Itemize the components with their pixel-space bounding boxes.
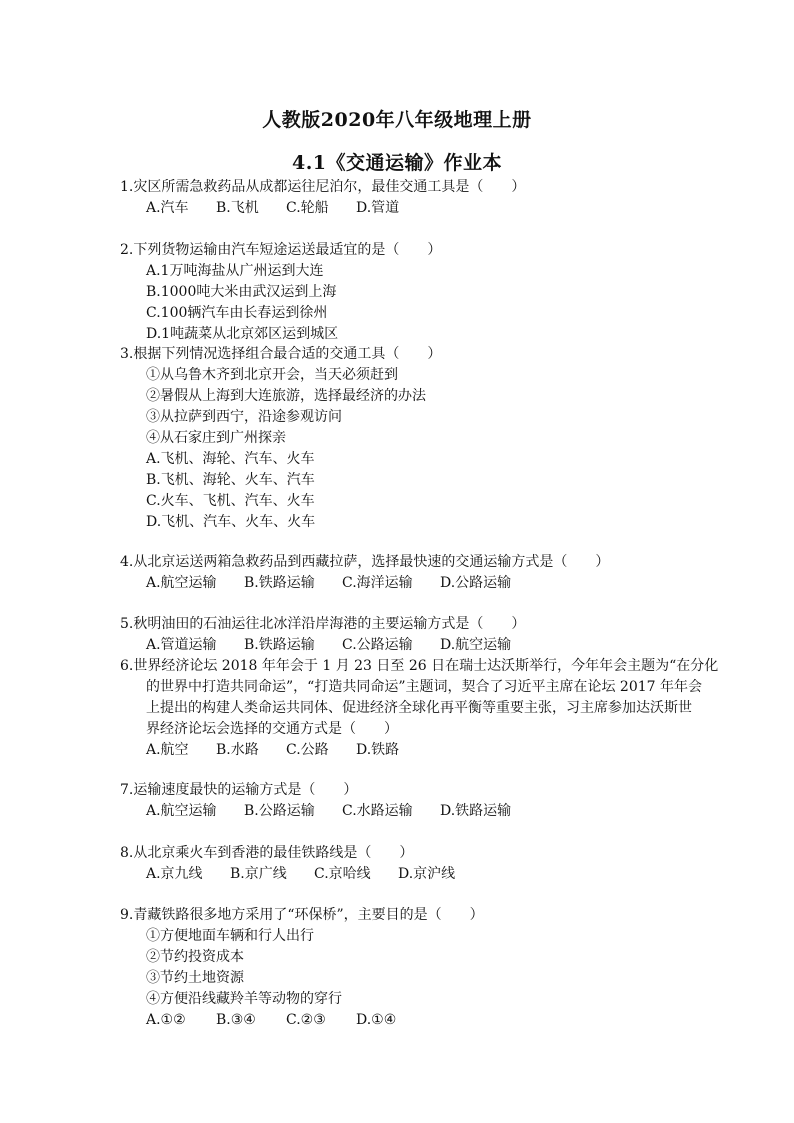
question-3 (120, 344, 720, 533)
question-stem: 9.青藏铁路很多地方采用了“环保桥”，主要目的是（ ） (120, 907, 484, 923)
option-c: C.海洋运输 (342, 575, 413, 591)
question-5 (120, 614, 720, 656)
option-b: B.③④ (216, 1012, 256, 1028)
statement-2: ②节约投资成本 (146, 949, 244, 965)
option-d: D.航空运输 (440, 637, 512, 653)
stem-line: 界经济论坛会选择的交通方式是（ ） (146, 721, 398, 737)
option-c: C.100辆汽车由长春运到徐州 (146, 305, 328, 321)
option-b: B.公路运输 (244, 803, 315, 819)
option-d: D.铁路运输 (440, 803, 512, 819)
question-4 (120, 552, 720, 594)
options-row (120, 740, 740, 761)
statement-3: ③从拉萨到西宁，沿途参观访问 (146, 409, 342, 425)
statement-1: ①方便地面车辆和行人出行 (146, 928, 314, 944)
options-row (120, 635, 720, 656)
option-b: B.铁路运输 (244, 637, 315, 653)
question-6 (120, 656, 740, 761)
option-c: C.轮船 (286, 200, 329, 216)
stem-line: 6.世界经济论坛 2018 年年会于 1 月 23 日至 26 日在瑞士达沃斯举行，今年年会主题为“在分化 (120, 658, 719, 674)
option-c: C.公路运输 (342, 637, 413, 653)
option-d: D.飞机、汽车、火车、火车 (146, 514, 316, 530)
statement-4: ④方便沿线藏羚羊等动物的穿行 (146, 991, 342, 1007)
option-a: A.管道运输 (146, 637, 217, 653)
option-a: A.航空 (146, 742, 189, 758)
option-d: D.铁路 (356, 742, 400, 758)
option-b: B.水路 (216, 742, 259, 758)
option-a: A.航空运输 (146, 803, 217, 819)
option-b: B.飞机、海轮、火车、汽车 (146, 472, 315, 488)
question-stem: 2.下列货物运输由汽车短途运送最适宜的是（ ） (120, 242, 442, 258)
option-c: C.公路 (286, 742, 329, 758)
question-stem: 1.灾区所需急救药品从成都运往尼泊尔，最佳交通工具是（ ） (120, 179, 526, 195)
question-stem: 8.从北京乘火车到香港的最佳铁路线是（ ） (120, 845, 414, 861)
option-d: D.管道 (356, 200, 400, 216)
page-title: 人教版2020年八年级地理上册 (262, 109, 532, 131)
option-c: C.京哈线 (314, 866, 371, 882)
option-a: A.1万吨海盐从广州运到大连 (146, 263, 324, 279)
options-row (120, 573, 720, 594)
options-row (120, 801, 720, 822)
option-a: A.汽车 (146, 200, 189, 216)
statement-1: ①从乌鲁木齐到北京开会，当天必须赶到 (146, 367, 398, 383)
options-row (120, 198, 720, 219)
options-row (120, 864, 720, 885)
option-b: B.铁路运输 (244, 575, 315, 591)
option-c: C.水路运输 (342, 803, 413, 819)
stem-line: 的世界中打造共同命运”，“打造共同命运”主题词，契合了习近平主席在论坛 2017 年年会 (146, 679, 702, 695)
question-stem (120, 656, 740, 740)
option-a: A.京九线 (146, 866, 203, 882)
option-a: A.飞机、海轮、汽车、火车 (146, 451, 315, 467)
option-d: D.①④ (356, 1012, 397, 1028)
question-2 (120, 240, 720, 345)
option-d: D.1吨蔬菜从北京郊区运到城区 (146, 326, 339, 342)
option-b: B.京广线 (230, 866, 287, 882)
question-1 (120, 177, 720, 219)
stem-line: 上提出的构建人类命运共同体、促进经济全球化再平衡等重要主张，习主席参加达沃斯世 (146, 700, 692, 716)
option-c: C.火车、飞机、汽车、火车 (146, 493, 315, 509)
option-c: C.②③ (286, 1012, 326, 1028)
statement-4: ④从石家庄到广州探亲 (146, 430, 286, 446)
question-stem: 5.秋明油田的石油运往北冰洋沿岸海港的主要运输方式是（ ） (120, 616, 526, 632)
question-stem: 3.根据下列情况选择组合最合适的交通工具（ ） (120, 346, 442, 362)
page-subtitle: 4.1《交通运输》作业本 (291, 152, 503, 174)
question-8 (120, 843, 720, 885)
statement-2: ②暑假从上海到大连旅游，选择最经济的办法 (146, 388, 426, 404)
question-stem: 7.运输速度最快的运输方式是（ ） (120, 782, 358, 798)
statement-3: ③节约土地资源 (146, 970, 244, 986)
question-stem: 4.从北京运送两箱急救药品到西藏拉萨，选择最快速的交通运输方式是（ ） (120, 554, 610, 570)
option-d: D.京沪线 (398, 866, 456, 882)
option-b: B.1000吨大米由武汉运到上海 (146, 284, 337, 300)
question-9 (120, 905, 720, 1031)
option-a: A.①② (146, 1012, 186, 1028)
option-a: A.航空运输 (146, 575, 217, 591)
question-7 (120, 780, 720, 822)
options-row (120, 1010, 720, 1031)
option-d: D.公路运输 (440, 575, 512, 591)
option-b: B.飞机 (216, 200, 259, 216)
